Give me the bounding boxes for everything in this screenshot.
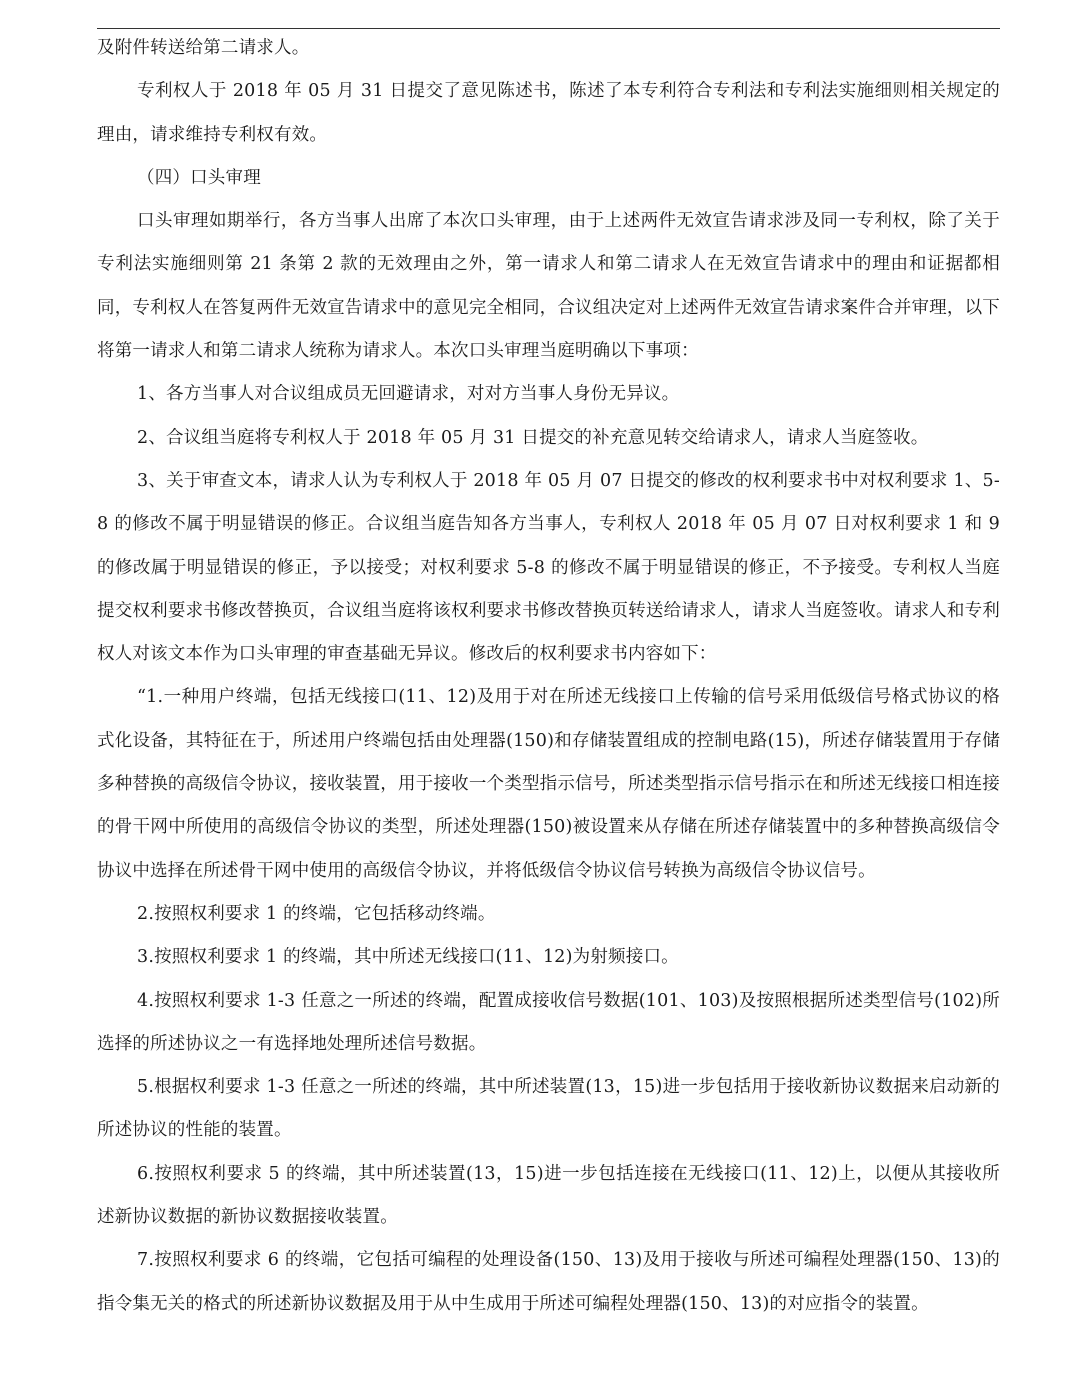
list-item-1: 1、各方当事人对合议组成员无回避请求，对对方当事人身份无异议。 (137, 384, 680, 405)
claim-3: 3.按照权利要求 1 的终端，其中所述无线接口(11、12)为射频接口。 (137, 947, 679, 968)
claim-2: 2.按照权利要求 1 的终端，它包括移动终端。 (137, 903, 496, 924)
document-body (97, 27, 1000, 1326)
claim-5: 5.根据权利要求 1-3 任意之一所述的终端，其中所述装置(13，15)进一步包括用于接收新协议数据来启动新的所述协议的性能的装置。 (97, 1077, 1000, 1141)
paragraph-patentee-statement: 专利权人于 2018 年 05 月 31 日提交了意见陈述书，陈述了本专利符合专利法和专利法实施细则相关规定的理由，请求维持专利权有效。 (97, 81, 1000, 145)
section-heading-oral-hearing: （四）口头审理 (137, 167, 261, 188)
list-item-3: 3、关于审查文本，请求人认为专利权人于 2018 年 05 月 07 日提交的修改的权利要求书中对权利要求 1、5-8 的修改不属于明显错误的修正。合议组当庭告知各方当事人，专利权人 2018 年 05 月 07 日对权利要求 1 和 9 的修改属于明显错误的修正，予以接受；对权利要求 5-8 的修改不属于明显错误的修正，不予接受。专利权人当庭提交权利要求书修改替换页，合议组当庭将该权利要求书修改替换页转送给请求人，请求人当庭签收。请求人和专利权人对该文本作为口头审理的审查基础无异议。修改后的权利要求书内容如下： (97, 470, 1000, 665)
claim-7: 7.按照权利要求 6 的终端，它包括可编程的处理设备(150、13)及用于接收与所述可编程处理器(150、13)的指令集无关的格式的所述新协议数据及用于从中生成用于所述可编程处理器(150、13)的对应指令的装置。 (97, 1250, 1000, 1314)
claim-4: 4.按照权利要求 1-3 任意之一所述的终端，配置成接收信号数据(101、103)及按照根据所述类型信号(102)所选择的所述协议之一有选择地处理所述信号数据。 (97, 990, 1000, 1054)
paragraph-oral-hearing: 口头审理如期举行，各方当事人出席了本次口头审理，由于上述两件无效宣告请求涉及同一专利权，除了关于专利法实施细则第 21 条第 2 款的无效理由之外，第一请求人和第二请求人在无效宣告请求中的理由和证据都相同，专利权人在答复两件无效宣告请求中的意见完全相同，合议组决定对上述两件无效宣告请求案件合并审理，以下将第一请求人和第二请求人统称为请求人。本次口头审理当庭明确以下事项： (97, 211, 1000, 362)
claim-1: “1.一种用户终端，包括无线接口(11、12)及用于对在所述无线接口上传输的信号采用低级信号格式协议的格式化设备，其特征在于，所述用户终端包括由处理器(150)和存储装置组成的控制电路(15)，所述存储装置用于存储多种替换的高级信令协议，接收装置，用于接收一个类型指示信号，所述类型指示信号指示在和所述无线接口相连接的骨干网中所使用的高级信令协议的类型，所述处理器(150)被设置来从存储在所述存储装置中的多种替换高级信令协议中选择在所述骨干网中使用的高级信令协议，并将低级信令协议信号转换为高级信令协议信号。 (97, 687, 1000, 881)
paragraph-continuation: 及附件转送给第二请求人。 (97, 38, 310, 58)
claim-6: 6.按照权利要求 5 的终端，其中所述装置(13，15)进一步包括连接在无线接口(11、12)上，以便从其接收所述新协议数据的新协议数据接收装置。 (97, 1163, 1000, 1228)
list-item-2: 2、合议组当庭将专利权人于 2018 年 05 月 31 日提交的补充意见转交给请求人，请求人当庭签收。 (137, 427, 929, 448)
